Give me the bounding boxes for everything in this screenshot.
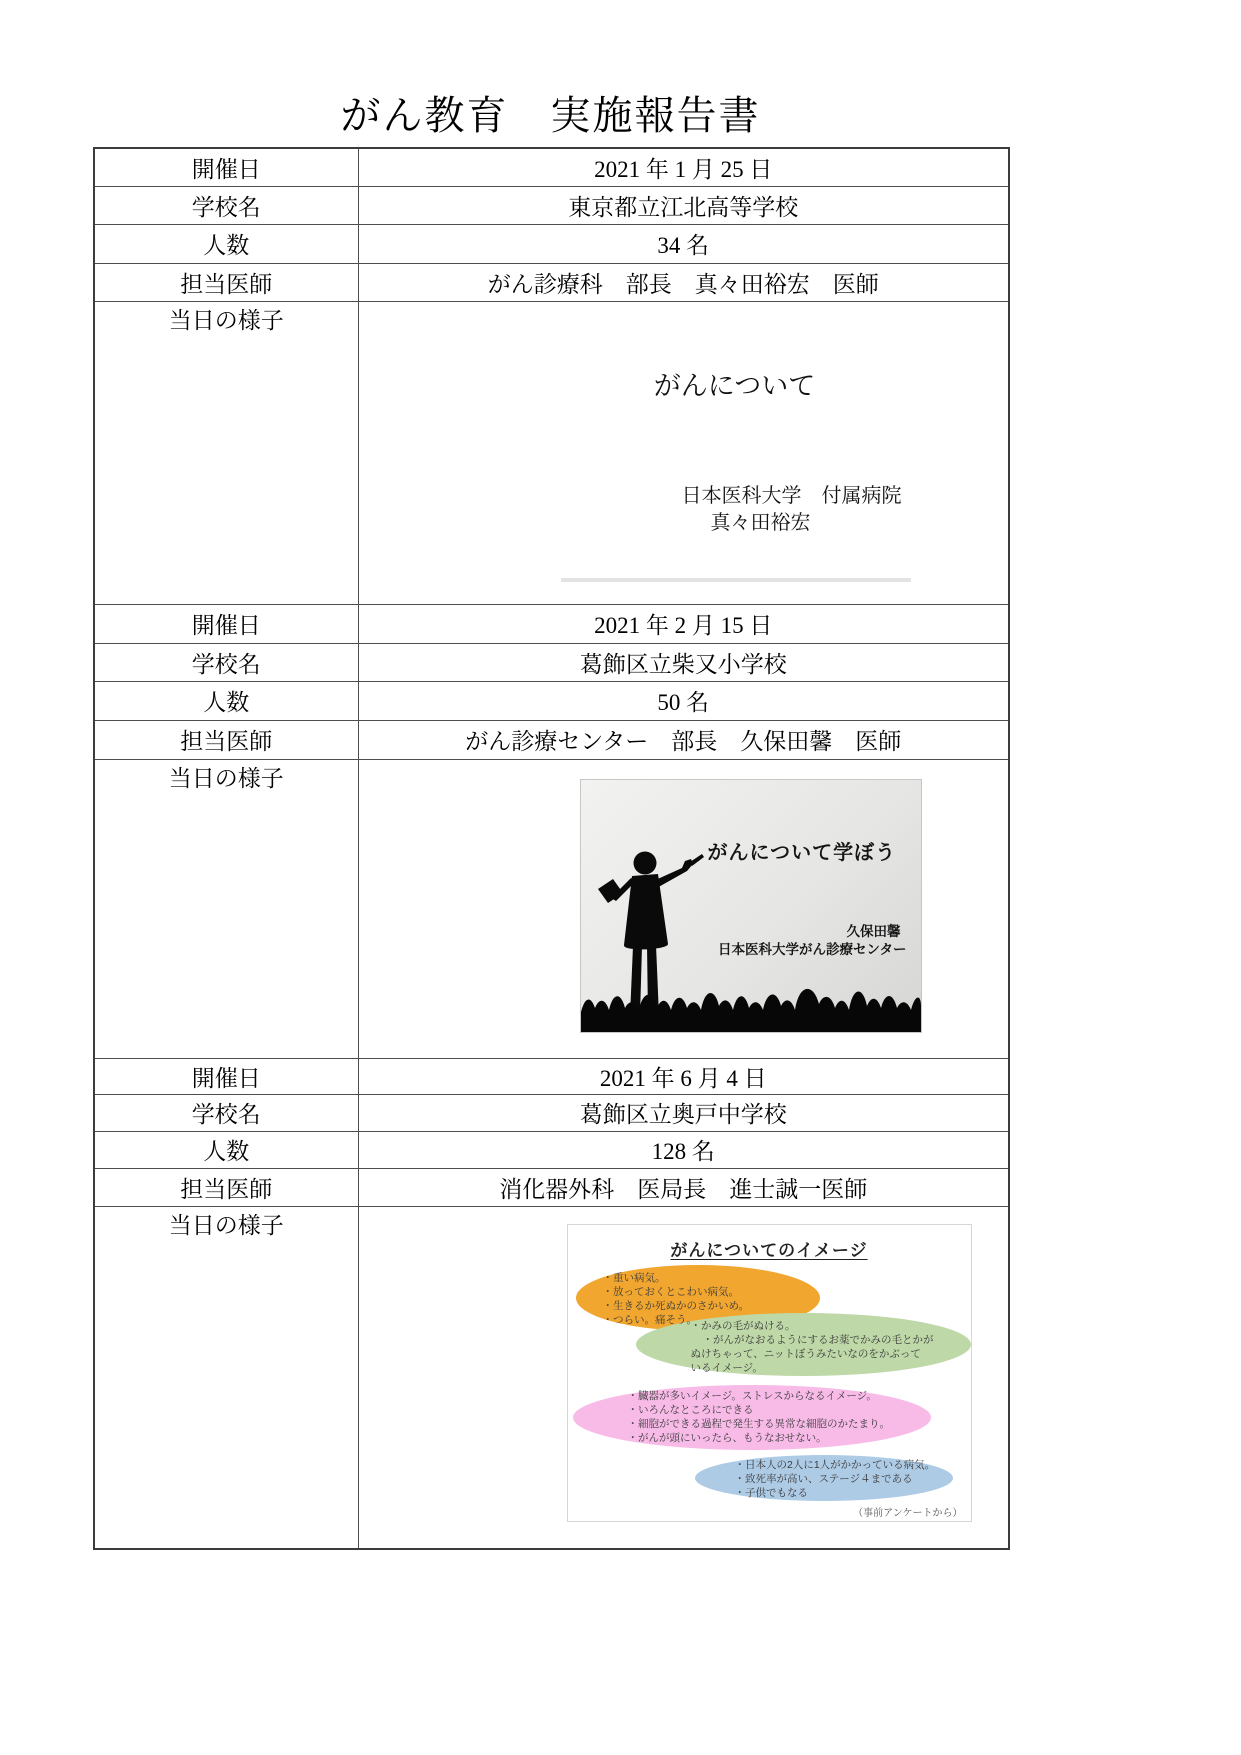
audience-silhouette-icon (581, 962, 921, 1032)
table-row (94, 720, 1009, 759)
slide2-presenter: 久保田馨 (846, 923, 901, 939)
row-value-count-1: 34 名 (358, 224, 1009, 263)
table-row-photo (94, 1206, 1009, 1549)
table-row-photo (94, 759, 1009, 1058)
row-value-date-1: 2021 年 1 月 25 日 (358, 148, 1009, 186)
row-value-school-1: 東京都立江北高等学校 (358, 186, 1009, 224)
photo-cell-1 (358, 301, 1009, 604)
oval-blue-text: ・日本人の2人に1人がかかっている病気。 ・致死率が高い、ステージ４まである ・子供でもなる (734, 1458, 936, 1499)
report-table (93, 147, 1010, 1550)
row-label-photo-3: 当日の様子 (94, 1206, 358, 1549)
slide1-divider-line (561, 578, 911, 582)
photo-cell-2 (358, 759, 1009, 1058)
row-label-school-1: 学校名 (94, 186, 358, 224)
row-value-date-3: 2021 年 6 月 4 日 (358, 1058, 1009, 1094)
slide2-org: 日本医科大学がん診療センター (718, 941, 907, 957)
table-row (94, 263, 1009, 301)
table-row (94, 604, 1009, 643)
row-value-date-2: 2021 年 2 月 15 日 (358, 604, 1009, 643)
row-label-date-3: 開催日 (94, 1058, 358, 1094)
page-title: がん教育 実施報告書 (340, 93, 761, 138)
row-label-doctor-3: 担当医師 (94, 1168, 358, 1206)
table-row-photo (94, 301, 1009, 604)
row-value-doctor-2: がん診療センター 部長 久保田馨 医師 (358, 720, 1009, 759)
table-row (94, 681, 1009, 720)
table-row (94, 1131, 1009, 1168)
table-row (94, 1058, 1009, 1094)
slide2-title: がんについて学ぼう (707, 841, 897, 864)
slide2-lecture-photo (580, 779, 922, 1033)
table-row (94, 224, 1009, 263)
row-label-school-3: 学校名 (94, 1094, 358, 1131)
oval-orange-text: ・重い病気。 ・放っておくとこわい病気。 ・生きるか死ぬかのさかいめ。 ・つらい。痛そう。 (602, 1271, 750, 1326)
row-label-date-1: 開催日 (94, 148, 358, 186)
row-label-count-1: 人数 (94, 224, 358, 263)
row-value-school-3: 葛飾区立奥戸中学校 (358, 1094, 1009, 1131)
row-value-doctor-1: がん診療科 部長 真々田裕宏 医師 (358, 263, 1009, 301)
row-label-count-3: 人数 (94, 1131, 358, 1168)
row-value-doctor-3: 消化器外科 医局長 進士誠一医師 (358, 1168, 1009, 1206)
table-row (94, 643, 1009, 681)
slide3-source-note: （事前アンケートから） (853, 1507, 963, 1519)
row-label-doctor-1: 担当医師 (94, 263, 358, 301)
oval-green-text: ・かみの毛がぬける。 ・がんがなおるようにするお薬でかみの毛とかが ぬけちゃって、ニットぼうみたいなのをかぶって いるイメージ。 (690, 1319, 934, 1374)
row-label-photo-1: 当日の様子 (94, 301, 358, 604)
slide1-title: がんについて (653, 370, 816, 401)
table-row (94, 148, 1009, 186)
slide3-title: がんについてのイメージ (670, 1240, 868, 1260)
row-label-date-2: 開催日 (94, 604, 358, 643)
row-value-count-3: 128 名 (358, 1131, 1009, 1168)
row-label-photo-2: 当日の様子 (94, 759, 358, 1058)
slide3-image-map (567, 1224, 972, 1522)
slide1-presenter: 真々田裕宏 (710, 511, 811, 534)
photo-cell-3 (358, 1206, 1009, 1549)
slide1-org: 日本医科大学 付属病院 (681, 484, 902, 507)
row-label-doctor-2: 担当医師 (94, 720, 358, 759)
row-value-count-2: 50 名 (358, 681, 1009, 720)
oval-pink-text: ・臓器が多いイメージ。ストレスからなるイメージ。 ・いろんなところにできる ・細胞ができる過程で発生する異常な細胞のかたまり。 ・がんが頭にいったら、もうなおせない。 (627, 1389, 890, 1444)
row-value-school-2: 葛飾区立柴又小学校 (358, 643, 1009, 681)
row-label-school-2: 学校名 (94, 643, 358, 681)
table-row (94, 1168, 1009, 1206)
row-label-count-2: 人数 (94, 681, 358, 720)
table-row (94, 1094, 1009, 1131)
table-row (94, 186, 1009, 224)
